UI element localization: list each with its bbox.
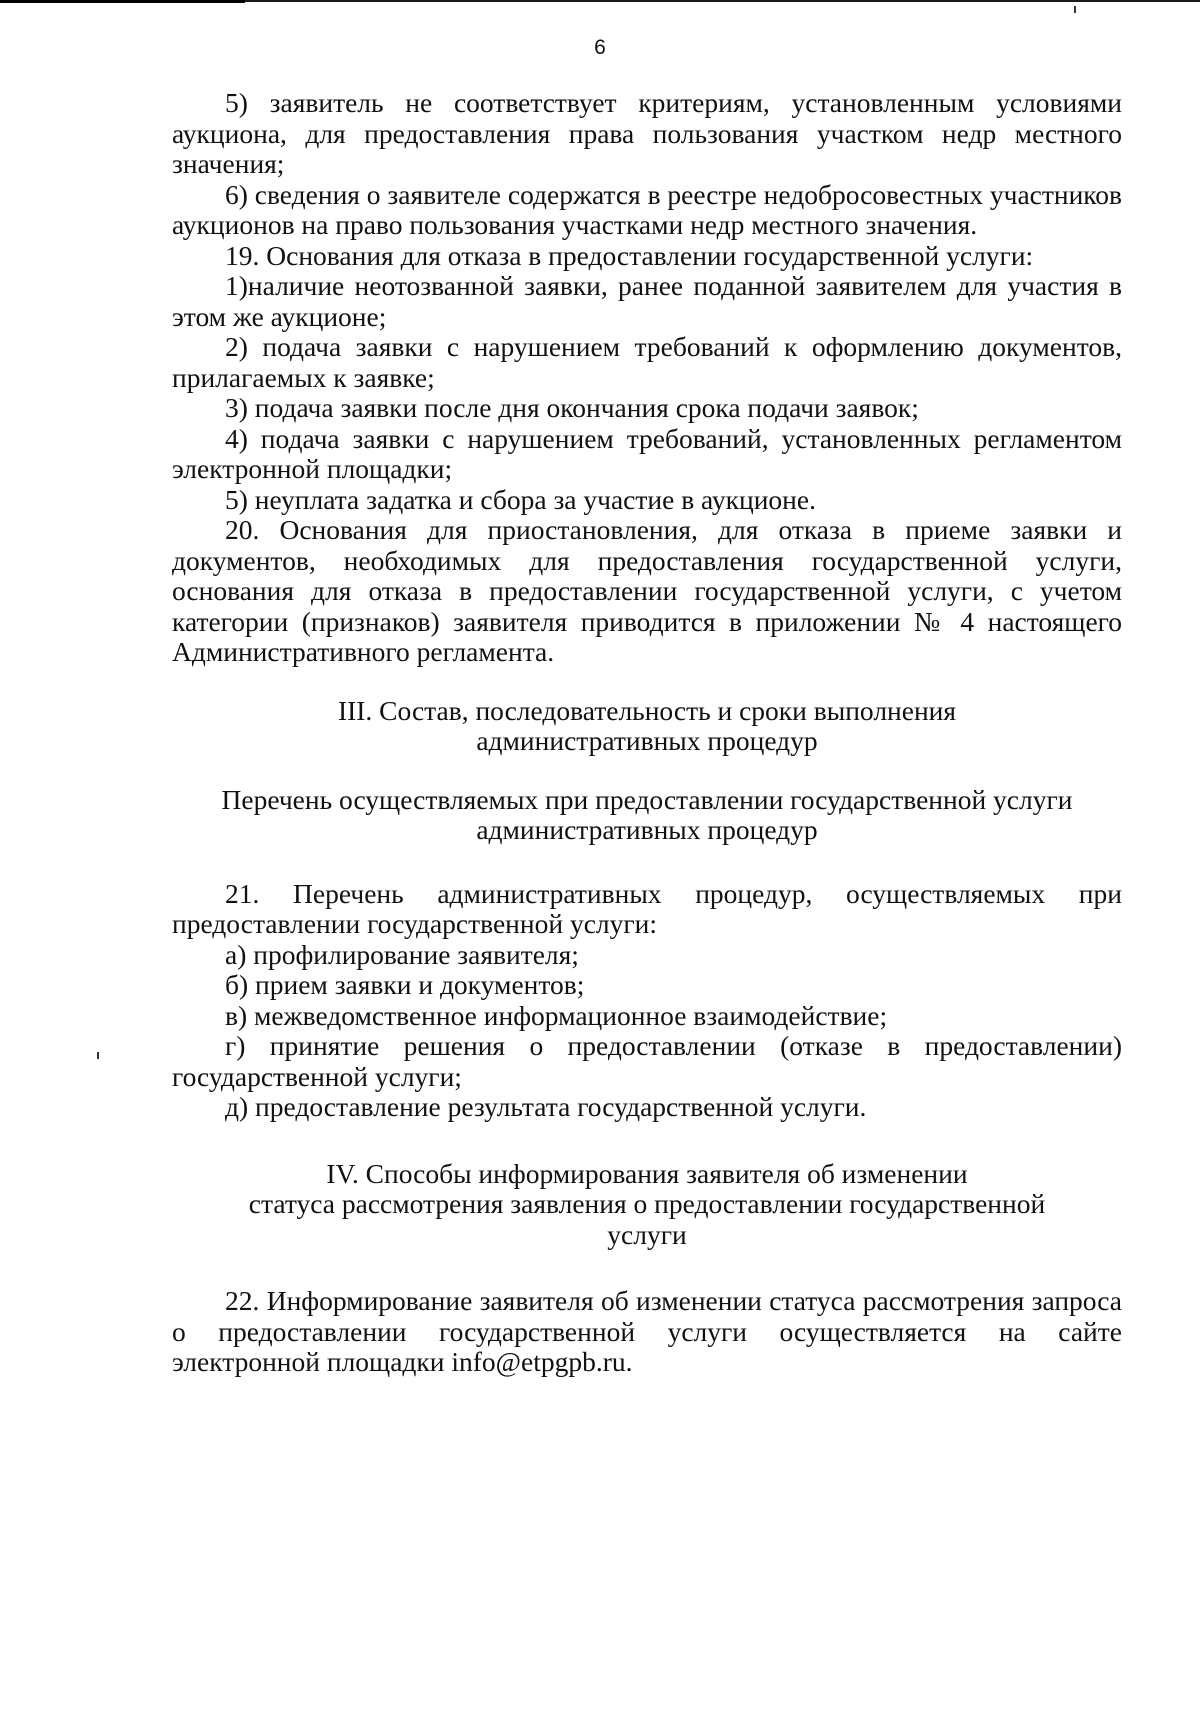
section-3-heading-line: административных процедур [476,725,818,756]
scan-speck [1074,6,1076,13]
section-3-subheading [172,785,1122,846]
list-item: д) предоставление результата государственной услуги. [225,1091,867,1122]
list-item: г) принятие решения о предоставлении (отказе в предоставлении) государственной услуги; [172,1030,1122,1092]
section-4-heading [172,1159,1122,1251]
paragraph: 20. Основания для приостановления, для отказа в приеме заявки и документов, необходимых для предоставления государственной услуги, основания для отказа в предоставлении государственной услуги, с учетом категории (признаков) заявителя приводится в приложении № 4 настоящего Административного регламента. [172,514,1122,667]
section-3-heading-line: III. Состав, последовательность и сроки выполнения [337,694,957,726]
paragraph: 2) подача заявки с нарушением требований к оформлению документов, прилагаемых к заявке; [172,331,1122,393]
scan-top-edge-dark [0,0,245,3]
section-4-heading-line: статуса рассмотрения заявления о предоставлении государственной [248,1188,1046,1219]
paragraph: 5) неуплата задатка и сбора за участие в аукционе. [225,483,816,515]
paragraph: 1)наличие неотозванной заявки, ранее поданной заявителем для участия в этом же аукционе; [172,270,1122,332]
scan-speck [97,1052,99,1059]
paragraph: 3) подача заявки после дня окончания срока подачи заявок; [225,392,919,423]
page-number: 6 [594,36,606,59]
list-item: а) профилирование заявителя; [225,938,579,970]
paragraph: 21. Перечень административных процедур, осуществляемых при предоставлении государственной услуги: [172,877,1122,939]
section-4-heading-line: услуги [607,1218,687,1250]
section-3-subheading-line: Перечень осуществляемых при предоставлении государственной услуги [221,783,1073,815]
section-3-heading [172,696,1122,757]
paragraph: 6) сведения о заявителе содержатся в реестре недобросовестных участников аукционов на право пользования участками недр местного значения. [172,178,1122,240]
list-item: в) межведомственное информационное взаимодействие; [225,999,888,1031]
section-3-subheading-line: административных процедур [476,814,818,845]
paragraph: 4) подача заявки с нарушением требований, установленных регламентом электронной площадки; [172,422,1122,484]
document-body [172,88,1122,1378]
paragraph: 22. Информирование заявителя об изменении статуса рассмотрения запроса о предоставлении государственной услуги осуществляется на сайте электронной площадки info@etpgpb.ru. [172,1285,1122,1377]
paragraph: 5) заявитель не соответствует критериям, установленным условиями аукциона, для предоставления права пользования участком недр местного значения; [172,87,1122,179]
list-item: б) прием заявки и документов; [225,969,585,1000]
section-4-heading-line: IV. Способы информирования заявителя об изменении [326,1157,968,1189]
paragraph: 19. Основания для отказа в предоставлении государственной услуги: [225,239,1034,271]
